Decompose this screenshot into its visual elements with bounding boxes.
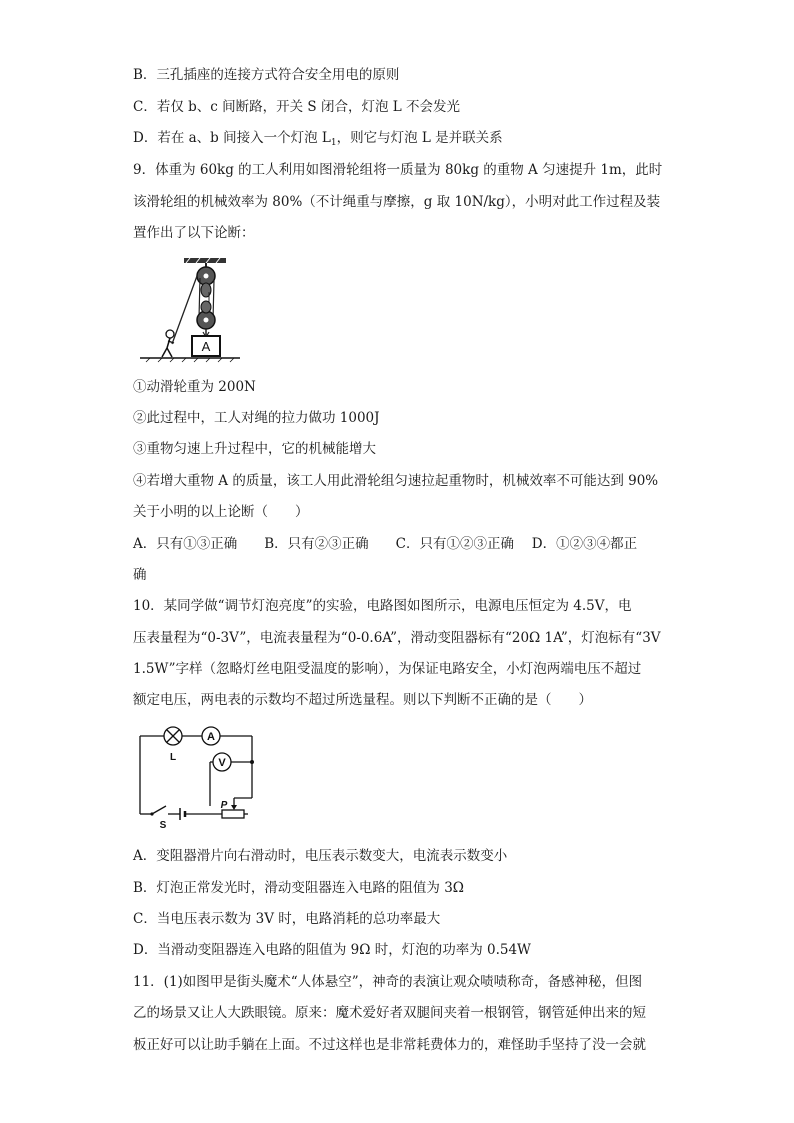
q9-options-wrap: 确 bbox=[133, 567, 147, 583]
q8-option-d bbox=[133, 129, 503, 152]
q9-line-3: 置作出了以下论断： bbox=[133, 225, 255, 241]
q9-prompt: 关于小明的以上论断（ ） bbox=[133, 504, 309, 520]
q8-option-d-main: D．若在 a、b 间接入一个灯泡 L bbox=[133, 130, 331, 146]
circuit-diagram bbox=[130, 722, 270, 832]
q10-option-d: D．当滑动变阻器连入电路的阻值为 9Ω 时，灯泡的功率为 0.54W bbox=[133, 942, 531, 958]
switch-label: S bbox=[159, 820, 167, 831]
q9-options: A．只有①③正确 B．只有②③正确 C．只有①②③正确 D．①②③④都正 bbox=[133, 536, 638, 552]
q8-option-c: C．若仅 b、c 间断路，开关 S 闭合，灯泡 L 不会发光 bbox=[133, 99, 460, 115]
q10-option-b: B．灯泡正常发光时，滑动变阻器连入电路的阻值为 3Ω bbox=[133, 880, 464, 896]
lamp-label: L bbox=[169, 752, 177, 763]
q11-line-3: 板正好可以让助手躺在上面。不过这样也是非常耗费体力的，难怪助手坚持了没一会就 bbox=[133, 1037, 646, 1053]
q10-line-1: 10．某同学做“调节灯泡亮度”的实验，电路图如图所示，电源电压恒定为 4.5V，电 bbox=[133, 598, 632, 614]
block-a-label: A bbox=[201, 339, 211, 354]
q8-option-d-rest: ，则它与灯泡 L 是并联关系 bbox=[336, 130, 503, 146]
q9-statement-1: ①动滑轮重为 200N bbox=[133, 379, 256, 395]
pulley-figure bbox=[140, 256, 250, 368]
q11-line-1: 11．(1)如图甲是街头魔术“人体悬空”，神奇的表演让观众啧啧称奇，备感神秘，但图 bbox=[133, 974, 643, 990]
slider-label: P bbox=[220, 800, 228, 811]
q9-statement-3: ③重物匀速上升过程中，它的机械能增大 bbox=[133, 441, 376, 457]
q10-line-2: 压表量程为“0-3V”，电流表量程为“0-0.6A”，滑动变阻器标有“20Ω 1A”，灯泡标有“3V bbox=[133, 630, 661, 646]
q9-line-2: 该滑轮组的机械效率为 80%（不计绳重与摩擦，g 取 10N/kg），小明对此工作过程及装 bbox=[133, 194, 661, 210]
q10-line-4: 额定电压，两电表的示数均不超过所选量程。则以下判断不正确的是（ ） bbox=[133, 692, 592, 708]
q8-option-d-sub: 1 bbox=[330, 138, 337, 148]
q11-line-2: 乙的场景又让人大跌眼镜。原来：魔术爱好者双腿间夹着一根钢管，钢管延伸出来的短 bbox=[133, 1005, 646, 1021]
q10-option-c: C．当电压表示数为 3V 时，电路消耗的总功率最大 bbox=[133, 911, 441, 927]
q9-line-1: 9．体重为 60kg 的工人利用如图滑轮组将一质量为 80kg 的重物 A 匀速提升 1m，此时 bbox=[133, 162, 663, 178]
ammeter-label: A bbox=[207, 731, 215, 743]
q9-statement-2: ②此过程中，工人对绳的拉力做功 1000J bbox=[133, 410, 380, 426]
q9-statement-4: ④若增大重物 A 的质量，该工人用此滑轮组匀速拉起重物时，机械效率不可能达到 90% bbox=[133, 473, 659, 489]
q8-option-b: B．三孔插座的连接方式符合安全用电的原则 bbox=[133, 67, 400, 83]
q10-option-a: A．变阻器滑片向右滑动时，电压表示数变大，电流表示数变小 bbox=[133, 848, 508, 864]
q10-line-3: 1.5W”字样（忽略灯丝电阻受温度的影响），为保证电路安全，小灯泡两端电压不超过 bbox=[133, 661, 642, 677]
voltmeter-label: V bbox=[218, 757, 226, 769]
